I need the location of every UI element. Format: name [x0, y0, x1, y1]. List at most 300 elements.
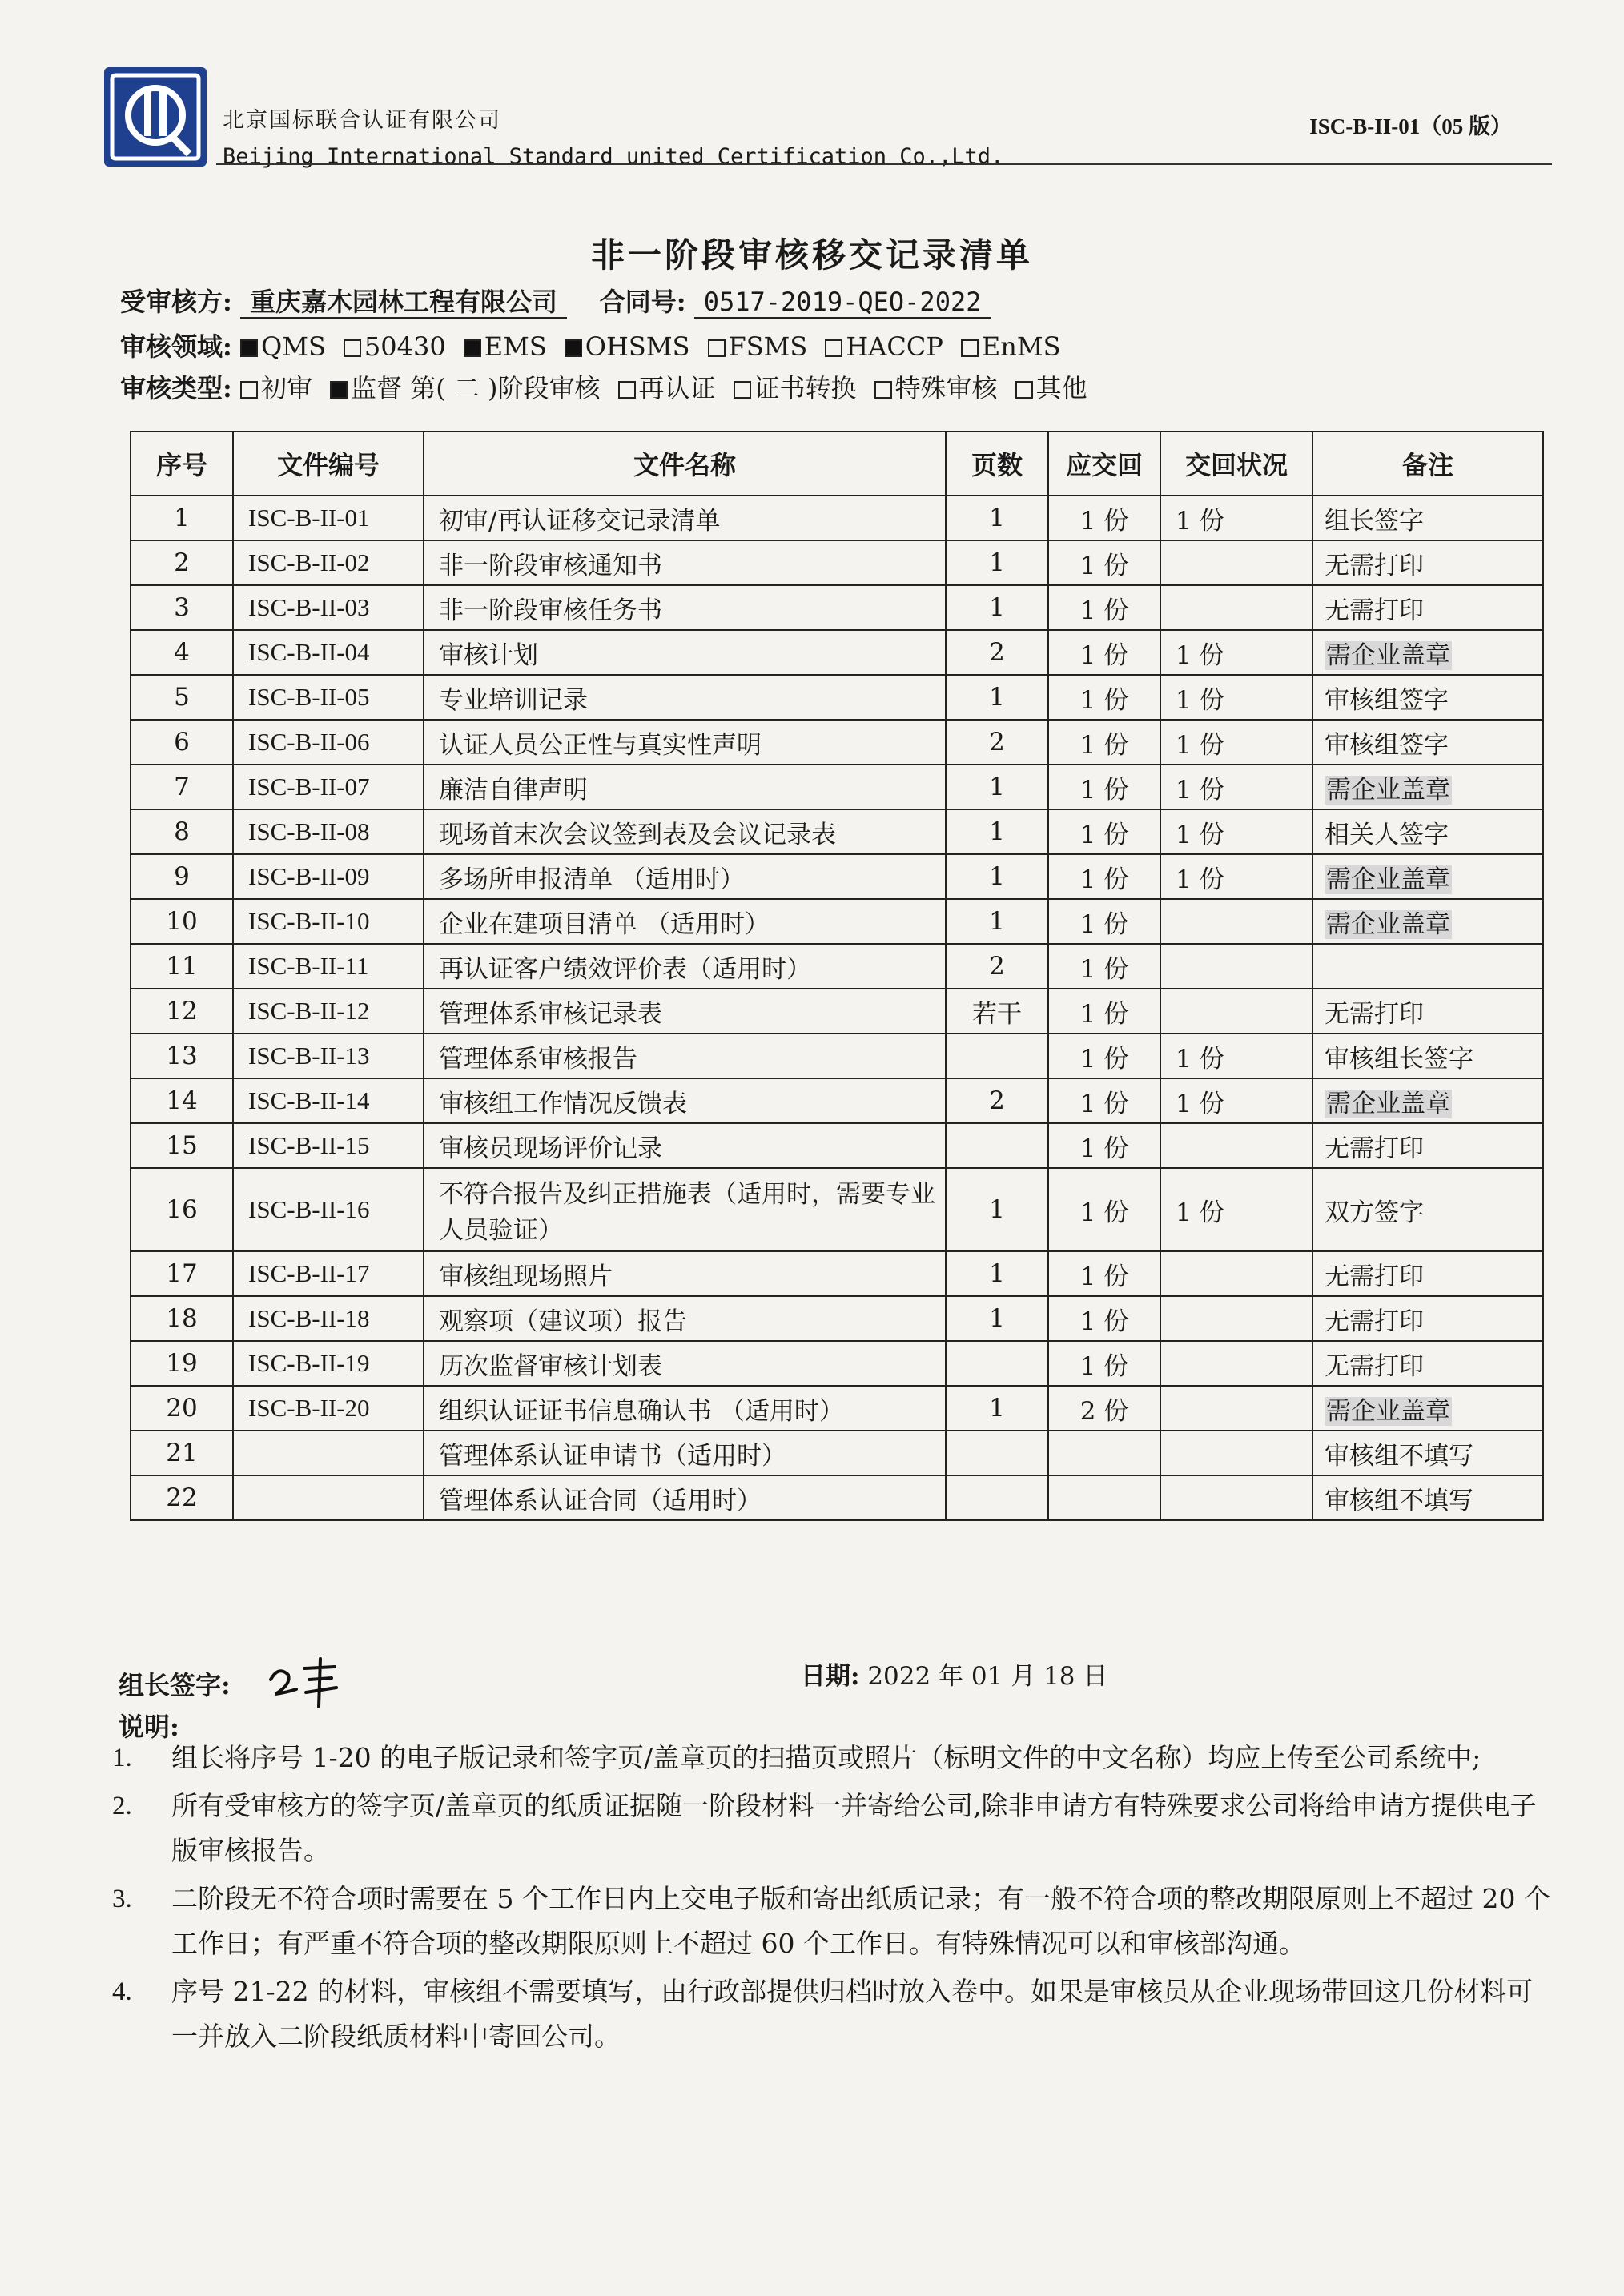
note-number: 4.	[112, 1977, 132, 2006]
transfer-record-table	[130, 431, 1544, 1521]
row-number-cell	[131, 540, 233, 585]
unchecked-box-icon	[240, 381, 258, 399]
audit-type-option	[874, 373, 998, 403]
contract-label: 合同号:	[599, 287, 686, 317]
table-row	[131, 1251, 1543, 1296]
audit-types-label: 审核类型:	[120, 373, 232, 403]
row-number: 14	[166, 1086, 198, 1115]
page-count-cell	[946, 630, 1048, 675]
audit-type-option	[1015, 373, 1087, 403]
note-item	[112, 1784, 1554, 1873]
due-count-cell	[1048, 1475, 1160, 1520]
date-line	[801, 1656, 1107, 1692]
table-row	[131, 989, 1543, 1034]
page-count: 1	[989, 1304, 1005, 1333]
due-count: 1 份	[1079, 551, 1129, 580]
page-count-cell	[946, 809, 1048, 854]
remark-cell	[1312, 1341, 1543, 1386]
audit-type-option-label: 其他	[1035, 373, 1087, 403]
returned-count-cell	[1160, 675, 1312, 720]
file-name: 管理体系认证合同（适用时）	[439, 1486, 762, 1515]
table-row	[131, 1475, 1543, 1520]
returned-count: 1 份	[1176, 506, 1224, 536]
audit-field-option	[464, 331, 547, 362]
row-number: 13	[166, 1042, 198, 1070]
file-name: 审核组现场照片	[439, 1262, 613, 1291]
file-name-cell	[424, 1386, 946, 1431]
due-count-cell	[1048, 630, 1160, 675]
remark: 审核组签字	[1325, 685, 1449, 715]
unchecked-box-icon	[1015, 381, 1033, 399]
row-number-cell	[131, 944, 233, 989]
remark: 无需打印	[1325, 1134, 1424, 1163]
file-name: 组织认证证书信息确认书 （适用时）	[439, 1396, 844, 1426]
table-row	[131, 765, 1543, 809]
file-name-cell	[424, 989, 946, 1034]
due-count-cell	[1048, 496, 1160, 540]
file-code-cell	[233, 1034, 424, 1078]
file-name-cell	[424, 585, 946, 630]
returned-count-cell	[1160, 630, 1312, 675]
client-label: 受审核方:	[120, 287, 232, 317]
due-count: 1 份	[1079, 1351, 1129, 1381]
file-name-cell	[424, 944, 946, 989]
table-row	[131, 496, 1543, 540]
table-row	[131, 944, 1543, 989]
col-header-pages: 页数	[946, 432, 1048, 496]
due-count-cell	[1048, 675, 1160, 720]
file-name-cell	[424, 765, 946, 809]
file-name-cell	[424, 1123, 946, 1168]
page-count-cell	[946, 1034, 1048, 1078]
row-number: 15	[166, 1131, 198, 1160]
table-row	[131, 1341, 1543, 1386]
file-name: 审核计划	[439, 640, 538, 670]
table-body	[131, 496, 1543, 1520]
row-number-cell	[131, 1168, 233, 1251]
col-header-name: 文件名称	[424, 432, 946, 496]
audit-field-option	[344, 331, 446, 362]
page-count-cell	[946, 1078, 1048, 1123]
due-count: 1 份	[1079, 506, 1129, 536]
row-number: 18	[166, 1304, 198, 1333]
file-name: 管理体系审核记录表	[439, 999, 662, 1029]
page-count: 2	[989, 1086, 1005, 1115]
file-name: 多场所申报清单 （适用时）	[439, 865, 745, 894]
row-number: 16	[166, 1195, 198, 1224]
remark-cell	[1312, 899, 1543, 944]
col-header-no: 序号	[131, 432, 233, 496]
row-number: 3	[174, 593, 190, 622]
file-code-cell	[233, 765, 424, 809]
page-count-cell	[946, 765, 1048, 809]
due-count-cell	[1048, 1341, 1160, 1386]
returned-count-cell	[1160, 1431, 1312, 1475]
returned-count-cell	[1160, 944, 1312, 989]
file-code: ISC-B-II-02	[248, 548, 370, 576]
table-row	[131, 1296, 1543, 1341]
file-code: ISC-B-II-18	[248, 1304, 370, 1332]
row-number-cell	[131, 1431, 233, 1475]
remark: 审核组长签字	[1325, 1044, 1473, 1074]
row-number: 10	[166, 907, 198, 936]
file-code: ISC-B-II-19	[248, 1349, 370, 1377]
row-number: 17	[166, 1259, 198, 1288]
page-count: 1	[989, 817, 1005, 846]
note-number: 1.	[112, 1744, 132, 1772]
page-count-cell	[946, 1251, 1048, 1296]
returned-count-cell	[1160, 765, 1312, 809]
returned-count-cell	[1160, 1078, 1312, 1123]
due-count: 1 份	[1079, 685, 1129, 715]
remark: 无需打印	[1325, 1307, 1424, 1336]
remark-cell	[1312, 585, 1543, 630]
remark-cell	[1312, 765, 1543, 809]
note-text: 序号 21-22 的材料，审核组不需要填写，由行政部提供归档时放入卷中。如果是审核员从企业现场带回这几份材料可一并放入二阶段纸质材料中寄回公司。	[171, 1976, 1534, 2052]
page-count: 1	[989, 683, 1005, 712]
remark: 审核组签字	[1325, 730, 1449, 760]
row-number-cell	[131, 765, 233, 809]
due-count: 1 份	[1079, 775, 1129, 805]
file-name: 非一阶段审核通知书	[439, 551, 662, 580]
returned-count: 1 份	[1176, 1044, 1224, 1074]
row-number: 9	[174, 862, 190, 891]
audit-field-option-label: EMS	[484, 331, 547, 362]
row-number-cell	[131, 1034, 233, 1078]
note-number: 3.	[112, 1885, 132, 1913]
audit-field-option	[708, 331, 808, 362]
document-title: 非一阶段审核移交记录清单	[590, 235, 1033, 275]
file-name: 现场首末次会议签到表及会议记录表	[439, 820, 836, 849]
page-count: 若干	[972, 999, 1022, 1029]
due-count-cell	[1048, 809, 1160, 854]
due-count: 1 份	[1079, 1198, 1129, 1227]
page-count-cell	[946, 1386, 1048, 1431]
table-row	[131, 1168, 1543, 1251]
col-header-returned: 交回状况	[1160, 432, 1312, 496]
col-header-due: 应交回	[1048, 432, 1160, 496]
notes-list	[112, 1736, 1554, 2062]
note-number: 2.	[112, 1792, 132, 1820]
file-code-cell	[233, 1251, 424, 1296]
note-item	[112, 1736, 1554, 1780]
table-header-row	[131, 432, 1543, 496]
due-count: 1 份	[1079, 730, 1129, 760]
table-row	[131, 1431, 1543, 1475]
file-name-cell	[424, 540, 946, 585]
file-name: 企业在建项目清单 （适用时）	[439, 909, 770, 939]
remark-cell	[1312, 496, 1543, 540]
remark-cell	[1312, 1078, 1543, 1123]
file-code-cell	[233, 944, 424, 989]
audit-field-option	[825, 331, 943, 362]
file-name: 管理体系审核报告	[439, 1044, 637, 1074]
unchecked-box-icon	[708, 339, 726, 357]
page-count: 1	[989, 1394, 1005, 1423]
file-code-cell	[233, 1296, 424, 1341]
audit-type-option-label: 证书转换	[754, 373, 857, 403]
file-code: ISC-B-II-05	[248, 683, 370, 711]
table-row	[131, 1078, 1543, 1123]
due-count-cell	[1048, 989, 1160, 1034]
file-code: ISC-B-II-16	[248, 1195, 370, 1223]
file-code-cell	[233, 1078, 424, 1123]
remark-cell	[1312, 944, 1543, 989]
col-header-code: 文件编号	[233, 432, 424, 496]
file-name: 再认证客户绩效评价表（适用时）	[439, 954, 811, 984]
audit-field-option	[961, 331, 1061, 362]
row-number: 20	[166, 1394, 198, 1423]
note-item	[112, 1877, 1554, 1966]
file-name-cell	[424, 809, 946, 854]
contract-number: 0517-2019-QEO-2022	[694, 287, 991, 319]
returned-count: 1 份	[1176, 820, 1224, 849]
page-count-cell	[946, 1168, 1048, 1251]
returned-count-cell	[1160, 1168, 1312, 1251]
page-count: 2	[989, 728, 1005, 757]
due-count-cell	[1048, 1296, 1160, 1341]
due-count-cell	[1048, 765, 1160, 809]
table-row	[131, 585, 1543, 630]
page-count: 1	[989, 862, 1005, 891]
notes-title: 说明:	[119, 1712, 179, 1742]
file-name-cell	[424, 675, 946, 720]
audit-type-option-label: 特殊审核	[894, 373, 998, 403]
file-code-cell	[233, 675, 424, 720]
returned-count-cell	[1160, 989, 1312, 1034]
returned-count-cell	[1160, 496, 1312, 540]
file-code-cell	[233, 720, 424, 765]
page-count-cell	[946, 1296, 1048, 1341]
audit-type-option-label: 再认证	[638, 373, 716, 403]
due-count: 1 份	[1079, 1134, 1129, 1163]
file-code: ISC-B-II-10	[248, 907, 370, 935]
file-name-cell	[424, 1431, 946, 1475]
page-count: 1	[989, 773, 1005, 801]
note-item	[112, 1969, 1554, 2059]
remark: 组长签字	[1325, 506, 1424, 536]
due-count: 1 份	[1079, 999, 1129, 1029]
page-count-cell	[946, 899, 1048, 944]
remark-cell	[1312, 540, 1543, 585]
remark: 需企业盖章	[1326, 1089, 1450, 1118]
row-number-cell	[131, 630, 233, 675]
due-count-cell	[1048, 1034, 1160, 1078]
returned-count-cell	[1160, 1296, 1312, 1341]
due-count: 1 份	[1079, 865, 1129, 894]
note-text: 组长将序号 1-20 的电子版记录和签字页/盖章页的扫描页或照片（标明文件的中文名称）均应上传至公司系统中;	[171, 1742, 1481, 1773]
file-name: 不符合报告及纠正措施表（适用时，需要专业人员验证）	[439, 1180, 935, 1245]
file-name: 审核员现场评价记录	[439, 1134, 662, 1163]
unchecked-box-icon	[734, 381, 751, 399]
file-name-cell	[424, 630, 946, 675]
audit-types-line	[120, 368, 1105, 405]
remark: 无需打印	[1325, 596, 1424, 625]
row-number: 7	[174, 773, 190, 801]
row-number-cell	[131, 899, 233, 944]
audit-type-option	[734, 373, 857, 403]
checked-box-icon	[240, 339, 258, 357]
file-code-cell	[233, 1386, 424, 1431]
file-name: 认证人员公正性与真实性声明	[439, 730, 762, 760]
leader-sign-label: 组长签字:	[119, 1670, 231, 1700]
audit-field-option-label: FSMS	[728, 331, 808, 362]
remark-cell	[1312, 1123, 1543, 1168]
file-code: ISC-B-II-09	[248, 862, 370, 890]
page-count-cell	[946, 1475, 1048, 1520]
due-count-cell	[1048, 585, 1160, 630]
page-count: 1	[989, 1195, 1005, 1224]
remark: 需企业盖章	[1326, 640, 1450, 670]
audit-field-option	[240, 331, 326, 362]
handwritten-signature	[264, 1648, 352, 1712]
table-row	[131, 1123, 1543, 1168]
file-name: 历次监督审核计划表	[439, 1351, 662, 1381]
file-name-cell	[424, 1168, 946, 1251]
table-row	[131, 1386, 1543, 1431]
remark: 双方签字	[1325, 1198, 1424, 1227]
file-name: 审核组工作情况反馈表	[439, 1089, 687, 1118]
file-name-cell	[424, 1296, 946, 1341]
returned-count: 1 份	[1176, 730, 1224, 760]
file-name-cell	[424, 1251, 946, 1296]
due-count-cell	[1048, 1168, 1160, 1251]
file-name-cell	[424, 854, 946, 899]
date-value: 2022 年 01 月 18 日	[867, 1662, 1108, 1691]
remark-cell	[1312, 1475, 1543, 1520]
client-name: 重庆嘉木园林工程有限公司	[240, 287, 567, 319]
returned-count: 1 份	[1176, 775, 1224, 805]
unchecked-box-icon	[874, 381, 892, 399]
audit-field-option-label: HACCP	[846, 331, 943, 362]
remark: 无需打印	[1325, 551, 1424, 580]
file-code-cell	[233, 585, 424, 630]
note-text: 二阶段无不符合项时需要在 5 个工作日内上交电子版和寄出纸质记录；有一般不符合项的整改期限原则上不超过 20 个工作日；有严重不符合项的整改期限原则上不超过 60 个工作日。有特殊情况可以和审核部沟通。	[171, 1883, 1550, 1959]
due-count: 1 份	[1079, 820, 1129, 849]
row-number: 1	[174, 504, 190, 532]
table-row	[131, 854, 1543, 899]
file-code-cell	[233, 496, 424, 540]
row-number-cell	[131, 1475, 233, 1520]
due-count: 1 份	[1079, 596, 1129, 625]
page-count-cell	[946, 854, 1048, 899]
row-number-cell	[131, 1123, 233, 1168]
row-number: 2	[174, 548, 190, 577]
remark-cell	[1312, 809, 1543, 854]
returned-count-cell	[1160, 1123, 1312, 1168]
page-count: 1	[989, 548, 1005, 577]
row-number: 5	[174, 683, 190, 712]
due-count-cell	[1048, 1386, 1160, 1431]
audit-field-option-label: QMS	[261, 331, 326, 362]
remark-cell	[1312, 1296, 1543, 1341]
row-number-cell	[131, 809, 233, 854]
file-code: ISC-B-II-12	[248, 997, 370, 1025]
client-line	[120, 282, 991, 319]
unchecked-box-icon	[825, 339, 842, 357]
due-count-cell	[1048, 1431, 1160, 1475]
remark: 相关人签字	[1325, 820, 1449, 849]
due-count-cell	[1048, 899, 1160, 944]
page-count-cell	[946, 720, 1048, 765]
page-count: 1	[989, 1259, 1005, 1288]
remark-cell	[1312, 1034, 1543, 1078]
table-row	[131, 1034, 1543, 1078]
table-row	[131, 630, 1543, 675]
file-code-cell	[233, 1168, 424, 1251]
file-code-cell	[233, 809, 424, 854]
due-count: 1 份	[1079, 1307, 1129, 1336]
row-number: 4	[174, 638, 190, 667]
file-name-cell	[424, 1034, 946, 1078]
returned-count-cell	[1160, 720, 1312, 765]
form-code: ISC-B-II-01（05 版）	[1309, 114, 1512, 138]
remark: 需企业盖章	[1326, 775, 1450, 805]
audit-types-options	[240, 373, 1105, 403]
unchecked-box-icon	[618, 381, 636, 399]
row-number: 8	[174, 817, 190, 846]
file-code: ISC-B-II-07	[248, 773, 370, 801]
row-number: 12	[166, 997, 198, 1026]
page-count-cell	[946, 989, 1048, 1034]
file-name-cell	[424, 1475, 946, 1520]
returned-count: 1 份	[1176, 640, 1224, 670]
remark: 审核组不填写	[1325, 1486, 1473, 1515]
unchecked-box-icon	[961, 339, 979, 357]
due-count-cell	[1048, 854, 1160, 899]
due-count-cell	[1048, 540, 1160, 585]
note-text: 所有受审核方的签字页/盖章页的纸质证据随一阶段材料一并寄给公司,除非申请方有特殊要求公司将给申请方提供电子版审核报告。	[171, 1790, 1537, 1866]
file-code: ISC-B-II-11	[248, 952, 369, 980]
audit-fields-options	[240, 331, 1079, 362]
row-number-cell	[131, 1386, 233, 1431]
returned-count-cell	[1160, 585, 1312, 630]
row-number: 6	[174, 728, 190, 757]
audit-type-option-label: 初审	[261, 373, 313, 403]
remark-cell	[1312, 1386, 1543, 1431]
row-number-cell	[131, 720, 233, 765]
remark-cell	[1312, 675, 1543, 720]
page-count-cell	[946, 585, 1048, 630]
file-code-cell	[233, 854, 424, 899]
header-divider	[216, 163, 1552, 165]
remark: 需企业盖章	[1326, 865, 1450, 894]
file-code-cell	[233, 630, 424, 675]
page-count-cell	[946, 944, 1048, 989]
file-code: ISC-B-II-17	[248, 1259, 370, 1287]
page-count-cell	[946, 675, 1048, 720]
returned-count-cell	[1160, 540, 1312, 585]
checked-box-icon	[464, 339, 481, 357]
page-count: 2	[989, 638, 1005, 667]
file-code: ISC-B-II-01	[248, 504, 370, 532]
row-number-cell	[131, 675, 233, 720]
returned-count: 1 份	[1176, 685, 1224, 715]
audit-type-option	[240, 373, 312, 403]
file-code: ISC-B-II-14	[248, 1086, 370, 1114]
due-count-cell	[1048, 1123, 1160, 1168]
due-count-cell	[1048, 720, 1160, 765]
page-count: 2	[989, 952, 1005, 981]
file-code: ISC-B-II-15	[248, 1131, 370, 1159]
checked-box-icon	[565, 339, 582, 357]
returned-count: 1 份	[1176, 865, 1224, 894]
row-number: 19	[166, 1349, 198, 1378]
returned-count-cell	[1160, 854, 1312, 899]
returned-count-cell	[1160, 899, 1312, 944]
returned-count: 1 份	[1176, 1089, 1224, 1118]
unchecked-box-icon	[344, 339, 361, 357]
